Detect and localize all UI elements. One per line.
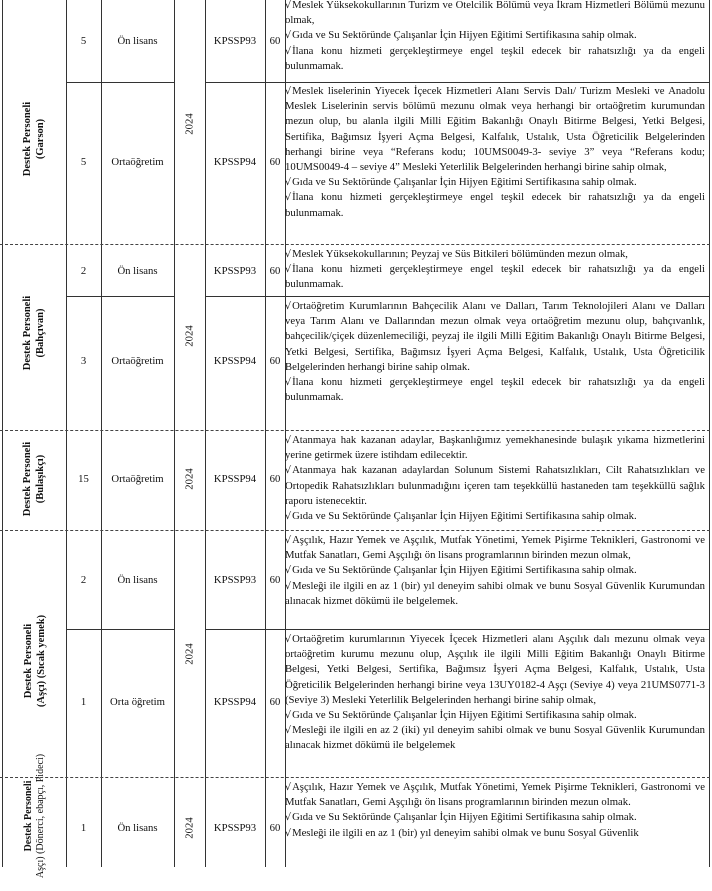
requirement-item: √Ortaöğretim kurumlarının Yiyecek İçecek Hizmetleri alanı Aşçılık dalı mezunu olmak veya ortaöğretim kurumu mezunu olup, Aşçılık ile ilgili Milli Eğitim Bakanlığı Onaylı Bitirme Belgesi, Yetki Belgesi, Sertifika, Bağımsız İşyeri Açma Belgesi, Kalfalık, Ustalık, Usta Öğreticilik Belgelerinden herhangi birine veya 13UY0182-4 Aşçı (Seviye 4) veya 21UMS0771-3 (Seviye 3) Mesleki Yeterlilik Belgelerinden herhangi birine sahip olmak, bbox=[285, 633, 705, 706]
education-level: Ön lisans bbox=[117, 822, 158, 834]
education-level: Ortaöğretim bbox=[111, 473, 164, 485]
staff-count: 2 bbox=[80, 265, 87, 277]
min-score: 60 bbox=[269, 574, 281, 586]
kpss-code: KPSSP93 bbox=[213, 822, 257, 834]
staff-count: 5 bbox=[80, 156, 87, 168]
requirement-item: √İlana konu hizmeti gerçekleştirmeye engel teşkil edecek bir rahatsızlığı ya da engeli bulunmamak. bbox=[285, 44, 705, 72]
staff-count: 3 bbox=[80, 355, 87, 367]
year: 2024 bbox=[183, 113, 196, 135]
min-score: 60 bbox=[269, 355, 281, 367]
requirement-item: √Aşçılık, Hazır Yemek ve Aşçılık, Mutfak Yönetimi, Yemek Pişirme Teknikleri, Gastronomi ve Mutfak Sanatları, Gemi Aşçılığı ön lisans programlarının birinden mezun olmak, bbox=[285, 534, 705, 562]
requirements-list bbox=[285, 247, 705, 293]
requirement-item: √Gıda ve Su Sektöründe Çalışanlar İçin Hijyen Eğitimi Sertifikasına sahip olmak. bbox=[285, 176, 637, 189]
check-icon: √ bbox=[285, 249, 292, 260]
requirement-item: √İlana konu hizmeti gerçekleştirmeye engel teşkil edecek bir rahatsızlığı ya da engeli bulunmamak. bbox=[285, 376, 705, 404]
kpss-code: KPSSP93 bbox=[213, 35, 257, 47]
check-icon: √ bbox=[285, 634, 292, 645]
min-score: 60 bbox=[269, 822, 281, 834]
staff-count: 2 bbox=[80, 574, 87, 586]
position-title-bulasikci: Destek Personeli (Bulaşıkçı) bbox=[22, 441, 46, 517]
requirements-list bbox=[285, 632, 705, 754]
requirement-item: √Gıda ve Su Sektöründe Çalışanlar İçin Hijyen Eğitimi Sertifikasına sahip olmak. bbox=[285, 29, 637, 42]
requirement-item: √Ortaöğretim Kurumlarının Bahçecilik Alanı ve Dalları, Tarım Teknolojileri Alanı ve Dalları veya Tarım Alanı ve Dallarından mezun olmak veya ortaöğretim mezunu olup, bahçıvanlık, bahçecilik/çiçek düzenlemeciliği, peyzaj ile ilgili Milli Eğitim Bakanlığı Onaylı Bitirme Belgesi, Yetki Belgesi, Sertifika, Bağımsız İşyeri Açma Belgesi, Kalfalık, Ustalık, Usta Öğreticilik Belgelerinden herhangi birine sahip olmak. bbox=[285, 300, 705, 373]
staff-count: 1 bbox=[80, 822, 87, 834]
min-score: 60 bbox=[269, 265, 281, 277]
check-icon: √ bbox=[285, 177, 292, 189]
requirements-list bbox=[285, 299, 705, 405]
education-level: Ortaöğretim bbox=[111, 355, 164, 367]
requirement-item: √İlana konu hizmeti gerçekleştirmeye engel teşkil edecek bir rahatsızlığı ya da engeli bulunmamak. bbox=[285, 191, 705, 219]
check-icon: √ bbox=[285, 192, 292, 204]
kpss-code: KPSSP94 bbox=[213, 473, 257, 485]
requirement-item: √Gıda ve Su Sektöründe Çalışanlar İçin Hijyen Eğitimi Sertifikasına sahip olmak. bbox=[285, 564, 637, 577]
check-icon: √ bbox=[285, 435, 292, 446]
check-icon: √ bbox=[285, 782, 292, 793]
education-level: Ön lisans bbox=[117, 35, 158, 47]
requirements-list bbox=[285, 84, 705, 221]
requirement-item: √Mesleği ile ilgili en az 1 (bir) yıl deneyim sahibi olmak ve bunu Sosyal Güvenlik Kurumundan alınacak hizmet dökümü ile belgelemek. bbox=[285, 579, 705, 607]
check-icon: √ bbox=[285, 827, 292, 839]
staff-count: 5 bbox=[80, 35, 87, 47]
requirements-list bbox=[285, 533, 705, 609]
min-score: 60 bbox=[269, 156, 281, 168]
requirement-item: √Aşçılık, Hazır Yemek ve Aşçılık, Mutfak Yönetimi, Yemek Pişirme Teknikleri, Gastronomi ve Mutfak Sanatları, Gemi Aşçılığı ön lisans programlarının birinden mezun olmak. bbox=[285, 781, 705, 809]
requirement-item: √Gıda ve Su Sektöründe Çalışanlar İçin Hijyen Eğitimi Sertifikasına sahip olmak. bbox=[285, 811, 637, 824]
education-level: Orta öğretim bbox=[110, 696, 165, 708]
check-icon: √ bbox=[285, 710, 292, 722]
check-icon: √ bbox=[285, 565, 292, 577]
check-icon: √ bbox=[285, 465, 292, 477]
check-icon: √ bbox=[285, 725, 292, 737]
year: 2024 bbox=[183, 468, 196, 490]
check-icon: √ bbox=[285, 812, 292, 824]
requirement-item: √Atanmaya hak kazanan adaylar, Başkanlığımız yemekhanesinde bulaşık yıkama hizmetlerini yerine getirmek üzere istihdam edilecektir. bbox=[285, 434, 705, 462]
check-icon: √ bbox=[285, 511, 292, 523]
education-level: Ön lisans bbox=[117, 574, 158, 586]
requirement-item: √İlana konu hizmeti gerçekleştirmeye engel teşkil edecek bir rahatsızlığı ya da engeli bulunmamak. bbox=[285, 263, 705, 291]
requirement-item: √Gıda ve Su Sektöründe Çalışanlar İçin Hijyen Eğitimi Sertifikasına sahip olmak. bbox=[285, 709, 637, 722]
requirement-item: √Gıda ve Su Sektöründe Çalışanlar İçin Hijyen Eğitimi Sertifikasına sahip olmak. bbox=[285, 510, 637, 523]
requirement-item: √Mesleği ile ilgili en az 2 (iki) yıl deneyim sahibi olmak ve bunu Sosyal Güvenlik Kurumundan alınacak hizmet dökümü ile belgelemek bbox=[285, 724, 705, 752]
position-title-garson: Destek Personeli (Garson) bbox=[22, 101, 46, 177]
position-title-asci-donerci: Destek Personeli Aşçı) (Dönerci, ebapçı, Pideci) bbox=[23, 753, 46, 879]
requirement-item: √Mesleği ile ilgili en az 1 (bir) yıl deneyim sahibi olmak ve bunu Sosyal Güvenlik bbox=[285, 826, 639, 839]
requirements-list bbox=[285, 433, 705, 524]
kpss-code: KPSSP93 bbox=[213, 574, 257, 586]
kpss-code: KPSSP93 bbox=[213, 265, 257, 277]
requirement-item: √Meslek Yüksekokullarının; Peyzaj ve Süs Bitkileri bölümünden mezun olmak, bbox=[285, 248, 628, 260]
check-icon: √ bbox=[285, 30, 292, 42]
check-icon: √ bbox=[285, 535, 292, 546]
check-icon: √ bbox=[285, 580, 292, 592]
kpss-code: KPSSP94 bbox=[213, 696, 257, 708]
check-icon: √ bbox=[285, 301, 292, 312]
check-icon: √ bbox=[285, 86, 292, 97]
check-icon: √ bbox=[285, 45, 292, 57]
min-score: 60 bbox=[269, 473, 281, 485]
requirements-list bbox=[285, 0, 705, 74]
education-level: Ortaöğretim bbox=[111, 156, 164, 168]
kpss-code: KPSSP94 bbox=[213, 355, 257, 367]
check-icon: √ bbox=[285, 0, 292, 11]
staff-count: 1 bbox=[80, 696, 87, 708]
position-title-bahcivan: Destek Personeli (Bahçıvan) bbox=[22, 295, 46, 371]
requirement-item: √Atanmaya hak kazanan adaylardan Solunum Sistemi Rahatsızlıkları, Cilt Rahatsızlıkları ve Ortopedik Rahatsızlıkları bulunmadığını içeren tam teşekküllü hastaneden tam teşekküllü sağlık raporu istenecektir. bbox=[285, 464, 705, 507]
kpss-code: KPSSP94 bbox=[213, 156, 257, 168]
min-score: 60 bbox=[269, 35, 281, 47]
position-title-asci-sicak-yemek: Destek Personeli (Aşçı) (Sıcak yemek) bbox=[23, 614, 47, 708]
requirements-list bbox=[285, 780, 705, 841]
requirement-item: √Meslek liselerinin Yiyecek İçecek Hizmetleri Alanı Servis Dalı/ Turizm Mesleki ve Anadolu Meslek Liselerinin servis bölümü mezunu olmak veya herhangi bir ortaöğretim kurumundan mezun olup, bu alanla ilgili Milli Eğitim Bakanlığı Onaylı Bitirme Belgesi, Yetki Belgesi, Sertifika, Bağımsız İşyeri Açma Belgesi, Kalfalık, Ustalık, Usta Öğreticilik Belgelerinden herhangi birine veya “Referans kodu; 10UMS0049-3- seviye 3” veya “Referans kodu; 10UMS0049-4 – seviye 4” Mesleki Yeterlilik Belgelerinden herhangi birine sahip olmak, bbox=[285, 85, 705, 174]
min-score: 60 bbox=[269, 696, 281, 708]
requirement-item: √Meslek Yüksekokullarının Turizm ve Otelcilik Bölümü veya İkram Hizmetleri Bölümü mezunu olmak, bbox=[285, 0, 705, 27]
check-icon: √ bbox=[285, 377, 292, 389]
education-level: Ön lisans bbox=[117, 265, 158, 277]
year: 2024 bbox=[183, 325, 196, 347]
year: 2024 bbox=[183, 817, 196, 839]
year: 2024 bbox=[183, 643, 196, 665]
staff-count: 15 bbox=[78, 473, 89, 485]
check-icon: √ bbox=[285, 264, 292, 276]
